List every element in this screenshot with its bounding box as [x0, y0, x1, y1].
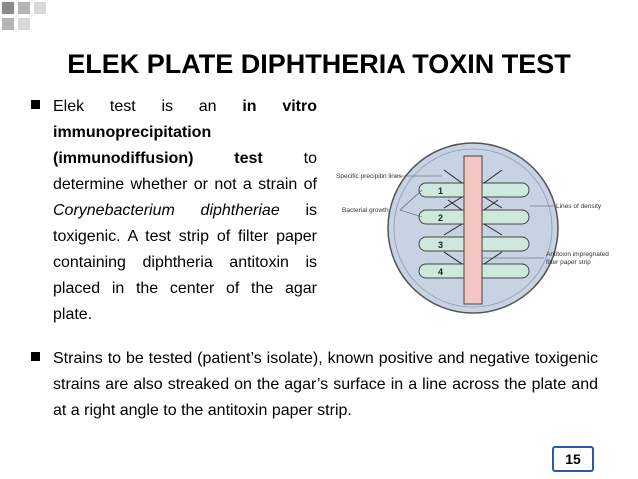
bullet-1-immunoprecipitation: immunoprecipitation [53, 124, 212, 141]
bullet-2-text: Strains to be tested (patient’s isolate), known positive and negative toxigenic strains are also streaked on the agar’s surface in a line across the plate and at a right angle to the antitoxin paper strip. [53, 350, 598, 419]
strip-number-2: 2 [438, 213, 444, 223]
bullet-1-text-rest: is toxigenic. A test strip of filter paper containing diphtheria antitoxin is placed in the center of the agar plate. [53, 202, 317, 323]
bullet-1-text-b: to determine whether or not a strain of [53, 150, 317, 193]
label-bacterial-growth: Bacterial growth [342, 207, 389, 214]
strip-number-4: 4 [438, 267, 444, 277]
bullet-1-in-vitro: in vitro [242, 98, 318, 115]
bullet-1-organism: Corynebacterium diphtheriae [53, 202, 280, 219]
bullet-marker [31, 100, 40, 109]
strip-number-1: 1 [438, 186, 444, 196]
elek-plate-diagram [334, 140, 634, 330]
bullet-1-immunodiffusion: (immunodiffusion) test [53, 150, 263, 167]
page-number-badge: 15 [552, 446, 594, 472]
slide-title: ELEK PLATE DIPHTHERIA TOXIN TEST [67, 49, 571, 79]
bullet-marker [31, 352, 40, 361]
label-antitoxin-line1: Antitoxin impregnated [546, 251, 609, 258]
label-antitoxin-line2: filter paper strip [546, 259, 591, 266]
corner-decoration [0, 0, 60, 40]
antitoxin-strip [464, 156, 482, 304]
strip-number-3: 3 [438, 240, 444, 250]
label-lines-of-density: Lines of density [556, 203, 602, 210]
bullet-1-text [53, 94, 317, 328]
label-specific-precipitin-lines: Specific precipitin lines [336, 173, 402, 180]
bullet-1-text-a: Elek test is an [53, 98, 243, 115]
